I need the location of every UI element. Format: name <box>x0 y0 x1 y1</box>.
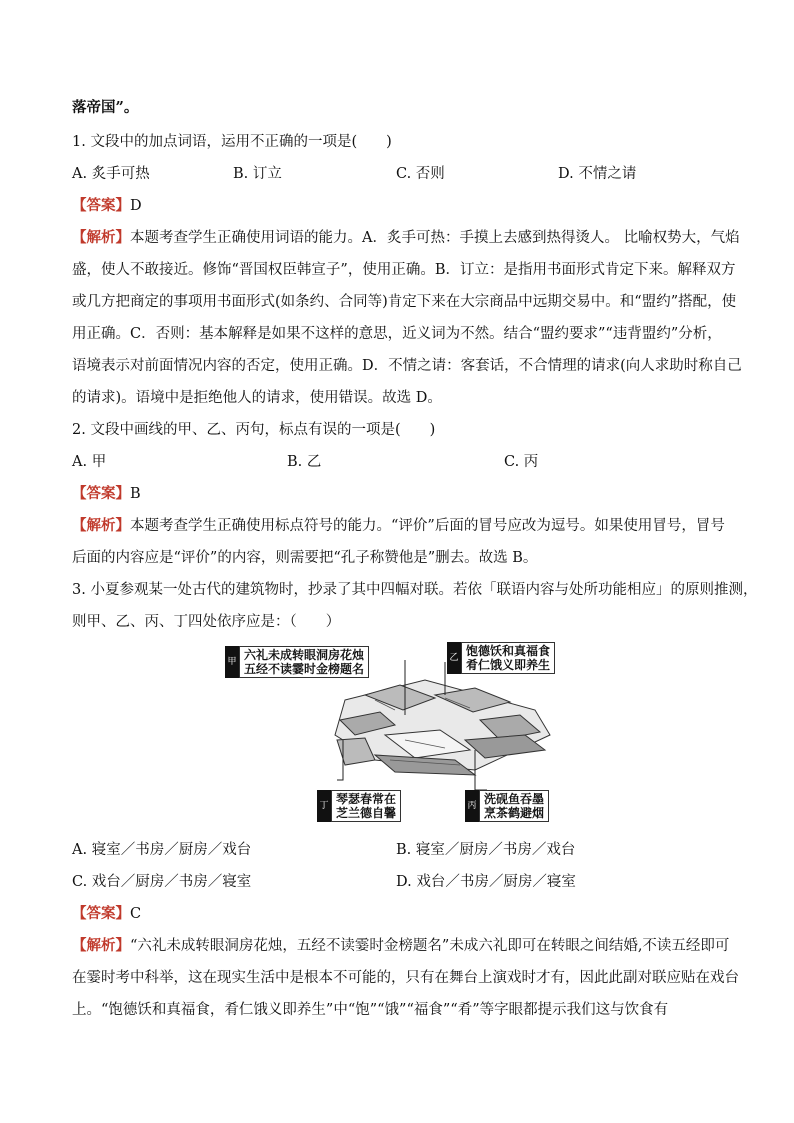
yi-mark: 乙 <box>447 642 461 674</box>
explanation-1-line: 语境表示对前面情况内容的否定，使用正确。D．不情之请：客套话，不合情理的请求(向人求助时称自己 <box>72 358 742 374</box>
explanation-tag: 【解析】 <box>72 937 130 954</box>
question-3: 则甲、乙、丙、丁四处依序应是：（ ） <box>72 614 341 630</box>
question-3: 3. 小夏参观某一处古代的建筑物时，抄录了其中四幅对联。若依「联语内容与处所功能相应」的原则推测， <box>72 582 758 598</box>
couplet-label-yi <box>447 642 555 674</box>
explanation-text: “六礼未成转眼洞房花烛，五经不读霎时金榜题名”未成六礼即可在转眼之间结婚,不读五经即可 <box>130 938 730 954</box>
explanation-1-line: 用正确。C．否则：基本解释是如果不这样的意思，近义词为不然。结合“盟约要求”“违背盟约”分析， <box>72 326 722 342</box>
answer-value: C <box>130 906 142 922</box>
q2-option-a: A. 甲 <box>72 454 107 470</box>
text-line: 落帝国”。 <box>72 99 139 116</box>
question-2: 2. 文段中画线的甲、乙、丙句，标点有误的一项是( ) <box>72 422 436 438</box>
building-illustration <box>225 640 570 820</box>
q1-option-d: D. 不情之请 <box>558 166 637 182</box>
explanation-text: 本题考查学生正确使用标点符号的能力。“评价”后面的冒号应改为逗号。如果使用冒号，冒号 <box>130 518 725 534</box>
couplet-line: 肴仁饿义即养生 <box>466 658 551 672</box>
couplet-line: 琴瑟春常在 <box>336 792 397 806</box>
explanation-3-line: 在霎时考中科举，这在现实生活中是根本不可能的，只有在舞台上演戏时才有，因此此副对联应贴在戏台 <box>72 970 739 986</box>
q3-option-c: C. 戏台／厨房／书房／寝室 <box>72 874 252 890</box>
q1-option-a: A. 炙手可热 <box>72 166 150 182</box>
explanation-text: 本题考查学生正确使用词语的能力。A．炙手可热：手摸上去感到热得烫人。 比喻权势大，气焰 <box>130 230 740 246</box>
bing-mark: 丙 <box>465 790 479 822</box>
explanation-1-line: 或几方把商定的事项用书面形式(如条约、合同等)肯定下来在大宗商品中远期交易中。和“盟约”搭配，使 <box>72 294 737 310</box>
q2-option-b: B. 乙 <box>287 454 322 470</box>
explanation-tag: 【解析】 <box>72 517 130 534</box>
couplet-line: 芝兰德自馨 <box>336 806 397 820</box>
jia-mark: 甲 <box>225 646 239 678</box>
answer-3 <box>72 904 732 924</box>
couplet-line: 饱德饫和真福食 <box>466 644 551 658</box>
couplet-label-ding <box>317 790 401 822</box>
couplet-label-bing <box>465 790 549 822</box>
q2-option-c: C. 丙 <box>504 454 539 470</box>
q3-option-a: A. 寝室／书房／厨房／戏台 <box>72 842 252 858</box>
ding-mark: 丁 <box>317 790 331 822</box>
couplet-line: 洗砚鱼吞墨 <box>484 792 545 806</box>
explanation-3-line <box>72 936 732 956</box>
answer-2 <box>72 484 732 504</box>
explanation-1-line: 盛，使人不敢接近。修饰“晋国权臣韩宣子”，使用正确。B．订立：是指用书面形式肯定下来。解释双方 <box>72 262 736 278</box>
q3-option-d: D. 戏台／书房／厨房／寝室 <box>396 874 576 890</box>
q3-option-b: B. 寝室／厨房／书房／戏台 <box>396 842 576 858</box>
answer-value: B <box>130 486 141 502</box>
couplet-line: 五经不读霎时金榜题名 <box>244 662 365 676</box>
answer-tag: 【答案】 <box>72 905 130 922</box>
explanation-2-line: 后面的内容应是“评价”的内容，则需要把“孔子称赞他是”删去。故选 B。 <box>72 550 538 566</box>
explanation-2-line <box>72 516 732 536</box>
explanation-3-line: 上。“饱德饫和真福食，肴仁饿义即养生”中“饱”“饿”“福食”“肴”等字眼都提示我们这与饮食有 <box>72 1002 669 1018</box>
explanation-tag: 【解析】 <box>72 229 130 246</box>
answer-tag: 【答案】 <box>72 485 130 502</box>
explanation-1-line <box>72 228 740 248</box>
answer-tag: 【答案】 <box>72 197 130 214</box>
answer-1 <box>72 196 732 216</box>
couplet-line: 烹茶鹤避烟 <box>484 806 545 820</box>
couplet-label-jia <box>225 646 369 678</box>
q1-option-c: C. 否则 <box>396 166 445 182</box>
question-1: 1. 文段中的加点词语，运用不正确的一项是( ) <box>72 134 392 150</box>
q1-option-b: B. 订立 <box>233 166 282 182</box>
couplet-line: 六礼未成转眼洞房花烛 <box>244 648 365 662</box>
explanation-1-line: 的请求)。语境中是拒绝他人的请求，使用错误。故选 D。 <box>72 390 442 406</box>
answer-value: D <box>130 198 142 214</box>
